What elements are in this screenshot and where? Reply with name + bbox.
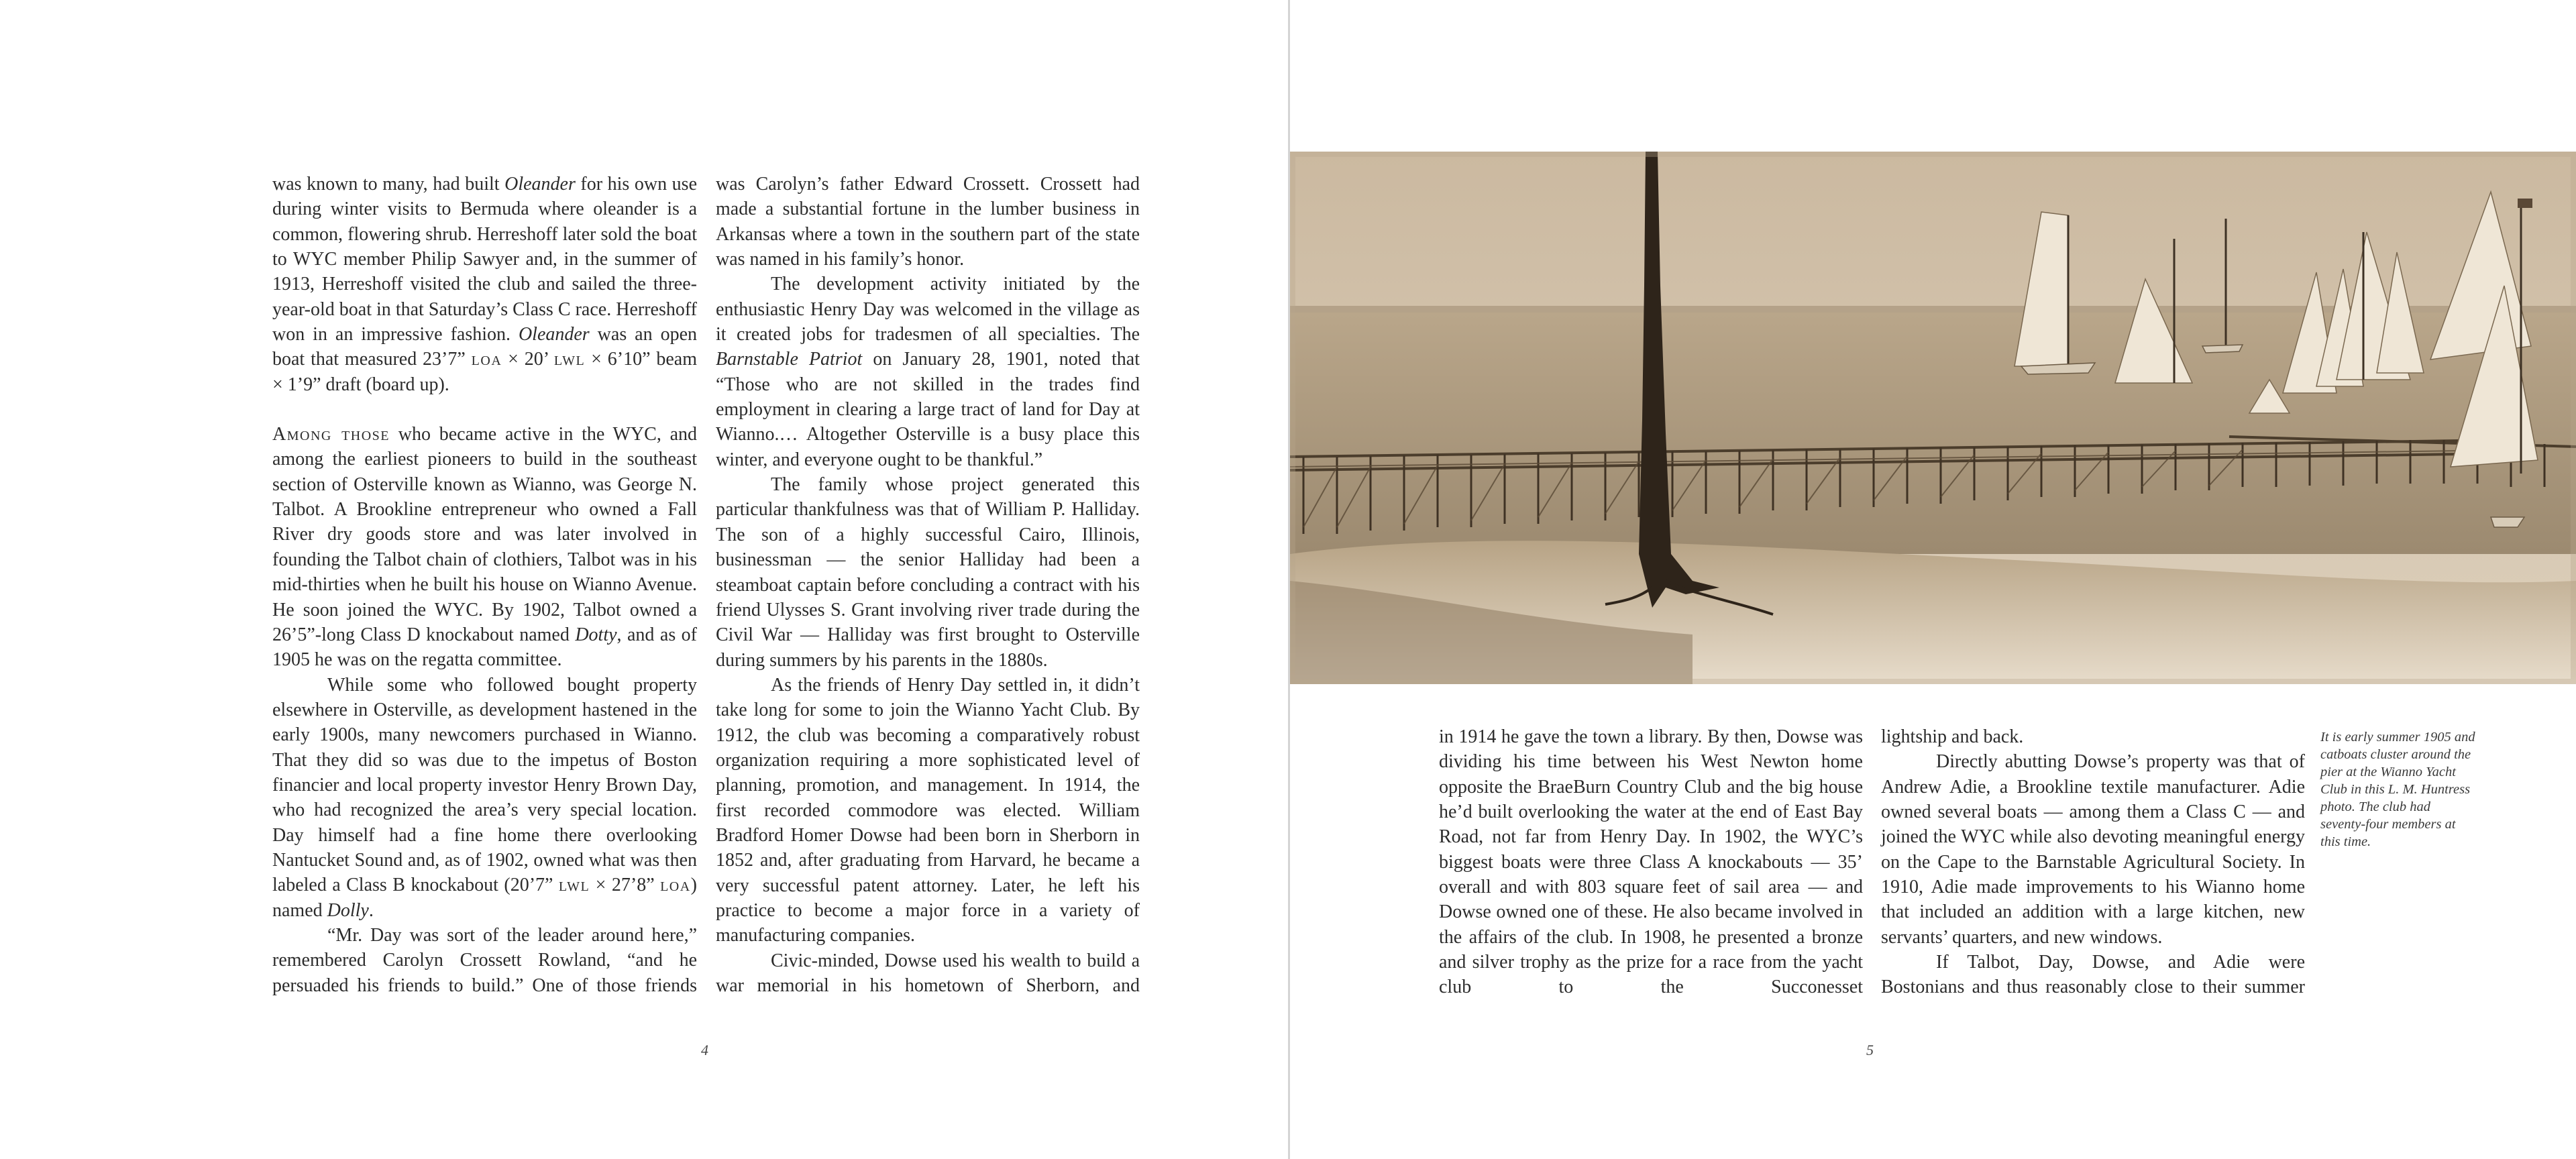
paragraph: Directly abutting Dowse’s property was that of Andrew Adie, a Brookline textile manufacturer. Adie owned several boats — among them a Class C — and joined the WYC while also devoting meaningful energy on the Cape to the Barnstable Agricultural Society. In 1910, Adie made improvements to his Wianno home that included an addition with a large kitchen, new servants’ quarters, and new windows.	[1881, 751, 2305, 948]
paragraph: was known to many, had built Oleander for his own use during winter visits to Bermuda where oleander is a common, flowering shrub. Herreshoff later sold the boat to WYC member Philip Sawyer and, in the summer of 1913, Herreshoff visited the club and sailed the three-year-old boat in that Saturday’s Class C race. Herreshoff won in an impressive fashion. Oleander was an open boat that measured 23’7” loa × 20’ lwl × 6’10” beam × 1’9” draft (board up).	[272, 174, 697, 395]
paragraph: The family whose project generated this particular thankfulness was that of William P. Halliday. The son of a highly successful Cairo, Illinois, businessman — the senior Halliday had been a steamboat captain before concluding a contract with his friend Ulysses S. Grant involving river trade during the Civil War — Halliday was first brought to Osterville during summers by his parents in the 1880s.	[716, 474, 1140, 671]
paragraph: in 1914 he gave the town a library. By then, Dowse was dividing his time between his West Newton home opposite the BraeBurn Country Club and the big house he’d built overlooking the water at the end of East Bay Road, not far from Henry Day. In 1902, the WYC’s biggest boats were three Class A knockabouts — 35’ overall and with 803 square feet of sail area — and Dowse owned one of these. He also became involved in the affairs of the club. In 1908, he presented a bronze and silver trophy as the prize for a race from the yacht club to the Succonesset	[1439, 726, 1863, 998]
paragraph: If Talbot, Day, Dowse, and Adie were Bostonians and thus reasonably close to their summer	[1881, 952, 2305, 998]
photo-image	[1290, 152, 2576, 684]
paragraph: lightship and back.	[1881, 726, 2024, 747]
right-column-2	[1881, 724, 2305, 1000]
paragraph: As the friends of Henry Day settled in, it didn’t take long for some to join the Wianno Yacht Club. By 1912, the club was becoming a comparatively robust organization requiring a more sophisticated level of planning, promotion, and management. In 1914, the first recorded commodore was elected. William Bradford Homer Dowse had been born in Sherborn in 1852 and, after graduating from Harvard, he became a very successful patent attorney. Later, he left his practice to become a major force in a variety of manufacturing companies.	[716, 674, 1140, 946]
paragraph: was Carolyn’s father Edward Crossett. Crossett had made a substantial fortune in the lumber business in Arkansas where a town in the southern part of the state was named in his family’s honor.	[716, 174, 1140, 270]
sepia-photo-sailboats-at-pier	[1290, 152, 2576, 684]
paragraph: Among those who became active in the WYC, and among the earliest pioneers to build in the southeast section of Osterville known as Wianno, was George N. Talbot. A Brookline entrepreneur who owned a Fall River dry goods store and was later involved in founding the Talbot chain of clothiers, Talbot was in his mid-thirties when he built his house on Wianno Avenue. He soon joined the WYC. By 1902, Talbot owned a 26’5”-long Class D knockabout named Dotty, and as of 1905 he was on the regatta committee.	[272, 424, 697, 671]
page-number: 5	[1866, 1042, 1874, 1058]
left-column-1	[272, 172, 697, 998]
left-column-2	[716, 172, 1140, 998]
section-lead-in: Among those	[272, 424, 390, 445]
paragraph: While some who followed bought property elsewhere in Osterville, as development hastened in the early 1900s, many newcomers purchased in Wianno. That they did so was due to the impetus of Boston financier and local property investor Henry Brown Day, who had recognized the area’s very special location. Day himself had a fine home there overlooking Nantucket Sound and, as of 1902, owned what was then labeled a Class B knockabout (20’7” lwl × 27’8” loa) named Dolly.	[272, 674, 697, 921]
paragraph: Civic-minded, Dowse used his wealth to build a war memorial in his hometown of Sherborn, and	[716, 950, 1140, 996]
paragraph: The development activity initiated by the enthusiastic Henry Day was welcomed in the village as it created jobs for tradesmen of all specialties. The Barnstable Patriot on January 28, 1901, noted that “Those who are not skilled in the trades find employment in clearing a large tract of land for Day at Wianno.… Altogether Osterville is a busy place this winter, and everyone ought to be thankful.”	[716, 274, 1140, 470]
right-column-1	[1439, 724, 1863, 1000]
paragraph: “Mr. Day was sort of the leader around here,” remembered Carolyn Crossett Rowland, “and he persuaded his friends to build.” One of those friends	[272, 924, 697, 996]
page-number: 4	[701, 1042, 708, 1058]
photo-caption: It is early summer 1905 and catboats cluster around the pier at the Wianno Yacht Club in this L. M. Huntress photo. The club had seventy-four members at this time.	[2320, 730, 2475, 849]
